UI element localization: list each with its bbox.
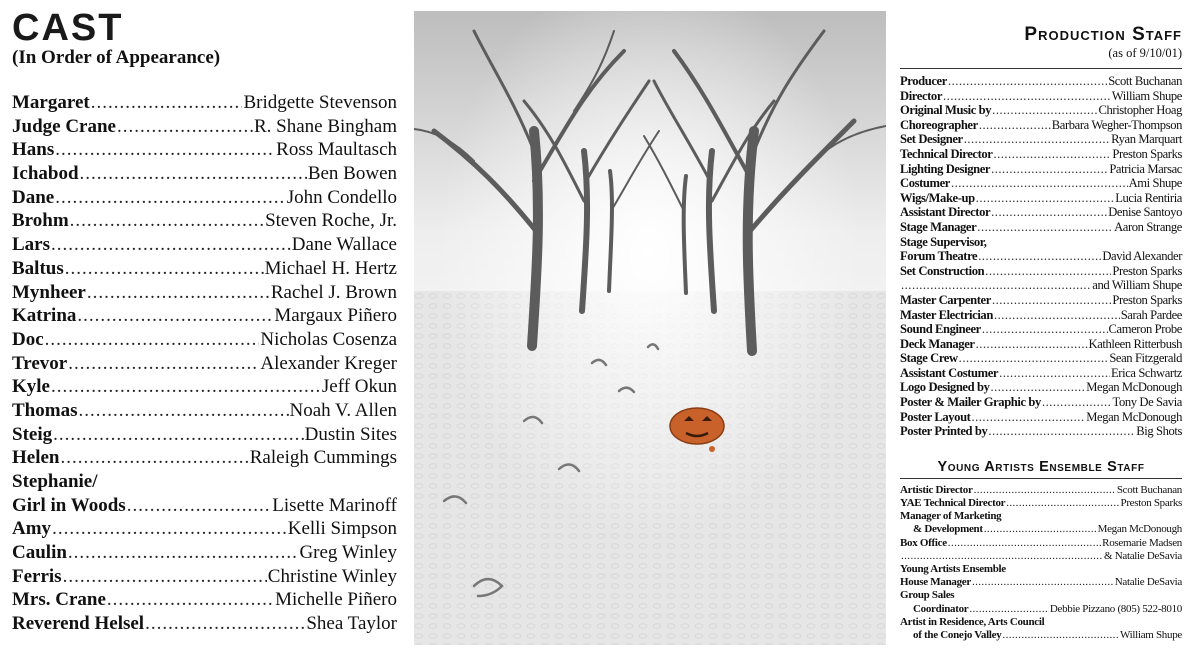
dot-leader [1002,629,1119,642]
dot-leader [977,220,1113,235]
dot-leader [969,603,1048,616]
person-name: Kelli Simpson [287,518,397,540]
role-label: Mrs. Crane [12,589,106,611]
list-item [900,74,1182,89]
dot-leader [993,147,1111,162]
role-label: Thomas [12,399,78,421]
dot-leader [992,103,1097,118]
list-item [12,210,397,234]
dot-leader [959,351,1109,366]
role-label: Judge Crane [12,115,116,137]
production-staff-list [900,74,1182,439]
person-name: Sarah Pardee [1120,307,1182,322]
list-item [12,400,397,424]
dot-leader [984,523,1097,536]
list-item [12,139,397,163]
dot-leader [951,176,1128,191]
person-name: Nicholas Cosenza [260,328,397,350]
list-item [900,132,1182,147]
person-name: Margaux Piñero [274,305,397,327]
role-label: of the Conejo Valley [913,628,1002,641]
role-label: Technical Director [900,146,993,161]
person-name: Debbie Pizzano (805) 522-8010 [1049,602,1182,615]
role-label: Ichabod [12,163,79,185]
role-label: Young Artists Ensemble [900,562,1006,575]
production-staff-date: (as of 9/10/01) [1108,46,1182,60]
role-label: Lighting Designer [900,161,991,176]
role-label: Helen [12,447,60,469]
person-name: Lucia Rentiria [1115,190,1182,205]
dot-leader [80,163,307,185]
dot-leader [972,576,1114,589]
list-item [900,510,1182,523]
role-label: Baltus [12,257,64,279]
role-label: Kyle [12,376,50,398]
list-item [900,89,1182,104]
list-item [12,495,397,519]
role-label: Logo Designed by [900,380,990,395]
person-name: Ryan Marquart [1111,132,1182,147]
list-item [900,629,1182,642]
list-item [900,616,1182,629]
dot-leader [70,210,264,232]
dot-leader [61,447,249,469]
list-item [12,613,397,637]
dot-leader [117,116,253,138]
role-label: Assistant Director [900,205,991,220]
list-item [12,258,397,282]
person-name: & Natalie DeSavia [1104,549,1182,562]
person-name: Scott Buchanan [1108,74,1182,88]
person-name: Megan McDonough [1086,380,1182,395]
role-label: Girl in Woods [12,494,126,516]
list-item [12,92,397,116]
list-item [900,322,1182,337]
person-name: Raleigh Cummings [249,447,397,469]
role-label: Master Carpenter [900,292,991,307]
role-label: Set Construction [900,263,985,278]
dot-leader [51,376,321,398]
role-label: House Manager [900,576,971,589]
cast-subtitle: (In Order of Appearance) [12,47,221,68]
list-item [900,563,1182,576]
divider [900,68,1182,69]
dot-leader [999,366,1110,381]
list-item [900,366,1182,381]
role-label: & Development [913,523,983,536]
person-name: Denise Santoyo [1108,205,1182,220]
list-item [12,329,397,353]
person-name: Big Shots [1136,424,1182,439]
role-label: Director [900,88,943,103]
dot-leader [53,424,304,446]
person-name: Steven Roche, Jr. [265,210,397,232]
role-label: Poster Layout [900,409,971,424]
dot-leader [901,550,1103,563]
role-label: Caulin [12,542,67,564]
dot-leader [979,118,1051,133]
list-item [900,220,1182,235]
role-label: Box Office [900,536,947,549]
person-name: Ben Bowen [307,163,397,185]
person-name: Michael H. Hertz [264,257,397,279]
person-name: Noah V. Allen [289,399,397,421]
list-item [900,497,1182,510]
list-item [12,376,397,400]
dot-leader [948,537,1101,550]
list-item [900,147,1182,162]
dot-leader [978,249,1101,264]
list-item [900,293,1182,308]
role-label: Artistic Director [900,483,973,496]
dot-leader [985,264,1111,279]
person-name: and William Shupe [1092,278,1182,293]
list-item [900,249,1182,264]
role-label: Dane [12,186,55,208]
person-name: Lisette Marinoff [272,494,397,516]
role-label: YAE Technical Director [900,497,1006,510]
list-item [900,103,1182,118]
role-label: Poster Printed by [900,424,988,439]
person-name: Ami Shupe [1128,176,1182,191]
snowy-forest-illustration [414,11,886,645]
list-item [12,305,397,329]
dot-leader [51,234,291,256]
person-name: Preston Sparks [1112,263,1182,278]
dot-leader [976,337,1088,352]
list-item [900,264,1182,279]
list-item [12,589,397,613]
list-item [900,235,1182,250]
dot-leader [982,322,1108,337]
dot-leader [1006,497,1119,510]
role-label: Trevor [12,352,68,374]
list-item [900,351,1182,366]
role-label: Doc [12,328,44,350]
person-name: Bridgette Stevenson [243,92,397,113]
list-item [12,518,397,542]
dot-leader [901,278,1091,293]
dot-leader [991,162,1108,177]
person-name: Cameron Probe [1108,322,1182,337]
role-label: Stephanie/ [12,471,98,492]
person-name: Megan McDonough [1097,523,1182,536]
list-item [900,550,1182,563]
role-label: Group Sales [900,589,955,602]
person-name: Sean Fitzgerald [1109,351,1182,366]
person-name: Christine Winley [267,565,397,587]
person-name: Greg Winley [299,542,397,564]
role-label: Hans [12,139,55,161]
list-item [900,205,1182,220]
role-label: Ferris [12,565,62,587]
dot-leader [1042,395,1112,410]
list-item [900,162,1182,177]
list-item [12,566,397,590]
yae-staff-list [900,484,1182,642]
role-label: Master Electrician [900,307,993,322]
list-item [900,523,1182,536]
person-name: Dustin Sites [304,423,397,445]
list-item [12,234,397,258]
person-name: Preston Sparks [1112,292,1182,307]
list-item [900,118,1182,133]
dot-leader [976,191,1114,206]
dot-leader [948,74,1107,89]
person-name: Alexander Kreger [260,352,397,374]
person-name: Preston Sparks [1112,146,1182,161]
person-name: Ross Maultasch [276,139,397,161]
list-item [900,410,1182,425]
list-item [12,542,397,566]
role-label: Manager of Marketing [900,510,1002,523]
list-item [900,484,1182,497]
person-name: Megan McDonough [1086,409,1182,424]
list-item [900,176,1182,191]
dot-leader [145,613,305,635]
role-label: Original Music by [900,103,992,118]
person-name: Natalie DeSavia [1114,576,1182,589]
person-name: David Alexander [1102,249,1182,264]
list-item [900,380,1182,395]
list-item [900,603,1182,616]
dot-leader [974,484,1116,497]
dot-leader [77,305,273,327]
list-item [900,424,1182,439]
role-label: Lars [12,234,50,256]
role-label: Stage Crew [900,351,958,366]
list-item [12,282,397,306]
list-item [12,424,397,448]
dot-leader [45,329,260,351]
role-label: Katrina [12,305,77,327]
role-label: Margaret [12,92,90,113]
person-name: Rosemarie Madsen [1102,536,1182,549]
list-item [900,191,1182,206]
dot-leader [78,400,288,422]
dot-leader [91,92,243,114]
role-label: Assistant Costumer [900,365,999,380]
role-label: Set Designer [900,132,963,147]
dot-leader [990,380,1085,395]
role-label: Stage Manager [900,219,977,234]
dot-leader [943,89,1111,104]
dot-leader [994,308,1120,323]
person-name: Dane Wallace [291,234,397,256]
role-label: Mynheer [12,281,86,303]
role-label: Deck Manager [900,336,975,351]
person-name: Michelle Piñero [275,589,397,611]
person-name: John Condello [286,186,397,208]
cast-title: CAST [12,7,124,49]
role-label: Costumer [900,176,950,191]
person-name: Rachel J. Brown [270,281,397,303]
dot-leader [988,424,1135,439]
list-item [900,589,1182,602]
role-label: Steig [12,423,53,445]
list-item [12,116,397,140]
list-item [12,353,397,377]
dot-leader [87,282,270,304]
dot-leader [127,495,272,517]
dot-leader [68,542,299,564]
dot-leader [52,518,287,540]
dot-leader [107,589,274,611]
person-name: R. Shane Bingham [253,115,397,137]
role-label: Amy [12,518,52,540]
list-item [900,576,1182,589]
person-name: Preston Sparks [1120,497,1182,510]
dot-leader [971,410,1085,425]
list-item [900,278,1182,293]
role-label: Stage Supervisor, [900,234,987,249]
role-label: Sound Engineer [900,322,981,337]
cast-section [12,8,397,637]
divider [900,478,1182,479]
role-label: Producer [900,74,947,88]
list-item [900,395,1182,410]
person-name: Christopher Hoag [1098,103,1182,118]
dot-leader [68,353,259,375]
cast-list [12,92,397,637]
role-label: Artist in Residence, Arts Council [900,615,1045,628]
list-item [12,471,397,495]
role-label: Forum Theatre [900,249,978,264]
dot-leader [55,139,275,161]
production-staff-title: Production Staff [1024,24,1182,45]
dot-leader [991,205,1107,220]
dot-leader [55,187,285,209]
person-name: Aaron Strange [1114,219,1182,234]
role-label: Poster & Mailer Graphic by [900,395,1041,410]
list-item [900,337,1182,352]
person-name: Shea Taylor [306,613,397,635]
person-name: William Shupe [1111,88,1182,103]
role-label: Reverend Helsel [12,613,145,635]
dot-leader [992,293,1111,308]
list-item [900,308,1182,323]
production-staff-section [900,24,1182,642]
person-name: William Shupe [1120,628,1182,641]
list-item [12,187,397,211]
person-name: Scott Buchanan [1116,483,1182,496]
role-label: Coordinator [913,602,969,615]
dot-leader [964,132,1110,147]
yae-staff-title: Young Artists Ensemble Staff [937,458,1145,475]
person-name: Tony De Savia [1112,395,1182,410]
list-item [12,163,397,187]
list-item [12,447,397,471]
dot-leader [65,258,264,280]
role-label: Wigs/Make-up [900,190,975,205]
role-label: Brohm [12,210,69,232]
person-name: Jeff Okun [321,376,397,398]
person-name: Kathleen Ritterbush [1088,336,1182,351]
person-name: Patricia Marsac [1109,161,1182,176]
list-item [900,537,1182,550]
role-label: Choreographer [900,117,978,132]
person-name: Erica Schwartz [1111,365,1182,380]
dot-leader [63,566,267,588]
person-name: Barbara Wegher-Thompson [1051,117,1182,132]
